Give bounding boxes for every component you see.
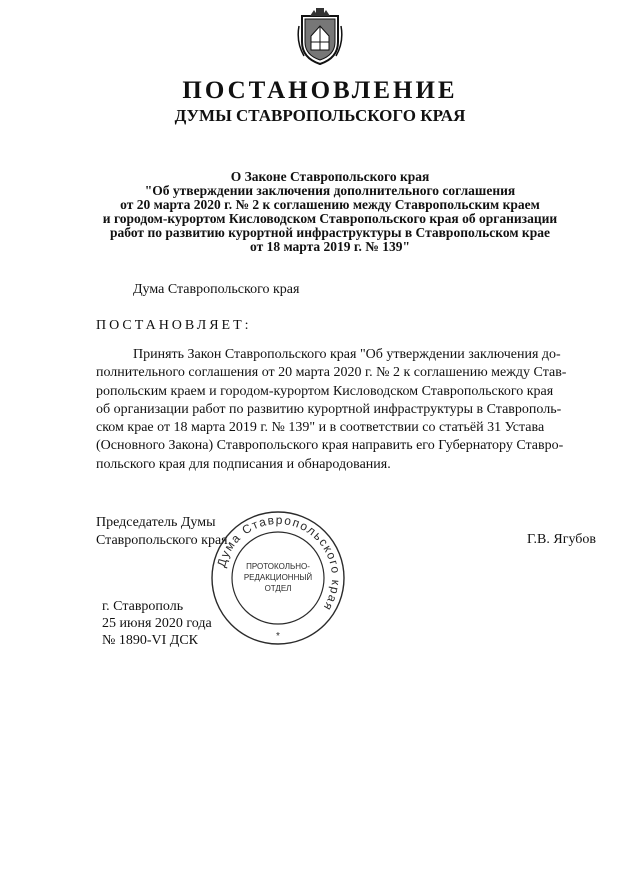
document-subtitle: ДУМЫ СТАВРОПОЛЬСКОГО КРАЯ xyxy=(174,106,466,125)
document-number: № 1890-VI ДСК xyxy=(102,633,199,648)
signatory-position xyxy=(96,514,228,550)
resolves-heading: ПОСТАНОВЛЯЕТ: xyxy=(96,318,252,333)
paragraph-line: об организации работ по развитию курортной инфраструктуры в Ставрополь- xyxy=(96,401,562,417)
paragraph-line: ропольским краем и городом-курортом Кисловодском Ставропольского края xyxy=(96,383,554,399)
paragraph-line: полнительного соглашения от 20 марта 2020 г. № 2 к соглашению между Став- xyxy=(96,365,567,381)
paragraph-line: (Основного Закона) Ставропольского края направить его Губернатору Ставро- xyxy=(96,438,564,454)
law-title-line: от 20 марта 2020 г. № 2 к соглашению между Ставропольским краем xyxy=(120,197,540,212)
law-title-line: О Законе Ставропольского края xyxy=(230,169,430,184)
law-title xyxy=(60,170,600,254)
stamp-center-line: РЕДАКЦИОННЫЙ xyxy=(243,573,313,582)
law-title-line: от 18 марта 2019 г. № 139" xyxy=(250,239,410,254)
document-title: ПОСТАНОВЛЕНИЕ xyxy=(182,77,458,104)
document-footer xyxy=(102,598,212,649)
resolution-paragraph xyxy=(96,346,600,474)
official-stamp xyxy=(209,509,347,647)
stamp-center-line: ПРОТОКОЛЬНО- xyxy=(246,562,310,571)
position-line: Ставропольского края xyxy=(96,533,228,548)
date: 25 июня 2020 года xyxy=(102,616,212,631)
paragraph-line: польского края для подписания и обнародования. xyxy=(96,456,391,472)
position-line: Председатель Думы xyxy=(96,515,216,530)
stamp-center-line: ОТДЕЛ xyxy=(264,584,292,593)
law-title-line: работ по развитию курортной инфраструктуры в Ставропольском крае xyxy=(110,225,550,240)
signatory-name: Г.В. Ягубов xyxy=(527,532,596,547)
stamp-star-icon: * xyxy=(276,631,280,642)
law-title-line: и городом-курортом Кисловодском Ставропольского края об организации xyxy=(102,211,558,226)
duma-label: Дума Ставропольского края xyxy=(133,282,300,297)
city: г. Ставрополь xyxy=(102,599,184,614)
stamp-ring-text: Дума Ставропольского края xyxy=(214,512,344,614)
paragraph-line: ском крае от 18 марта 2019 г. № 139" и в соответствии со статьёй 31 Устава xyxy=(96,420,545,436)
law-title-line: "Об утверждении заключения дополнительного соглашения xyxy=(144,183,516,198)
paragraph-line: Принять Закон Ставропольского края "Об утверждении заключения до- xyxy=(133,347,561,362)
coat-of-arms-icon xyxy=(296,6,344,66)
